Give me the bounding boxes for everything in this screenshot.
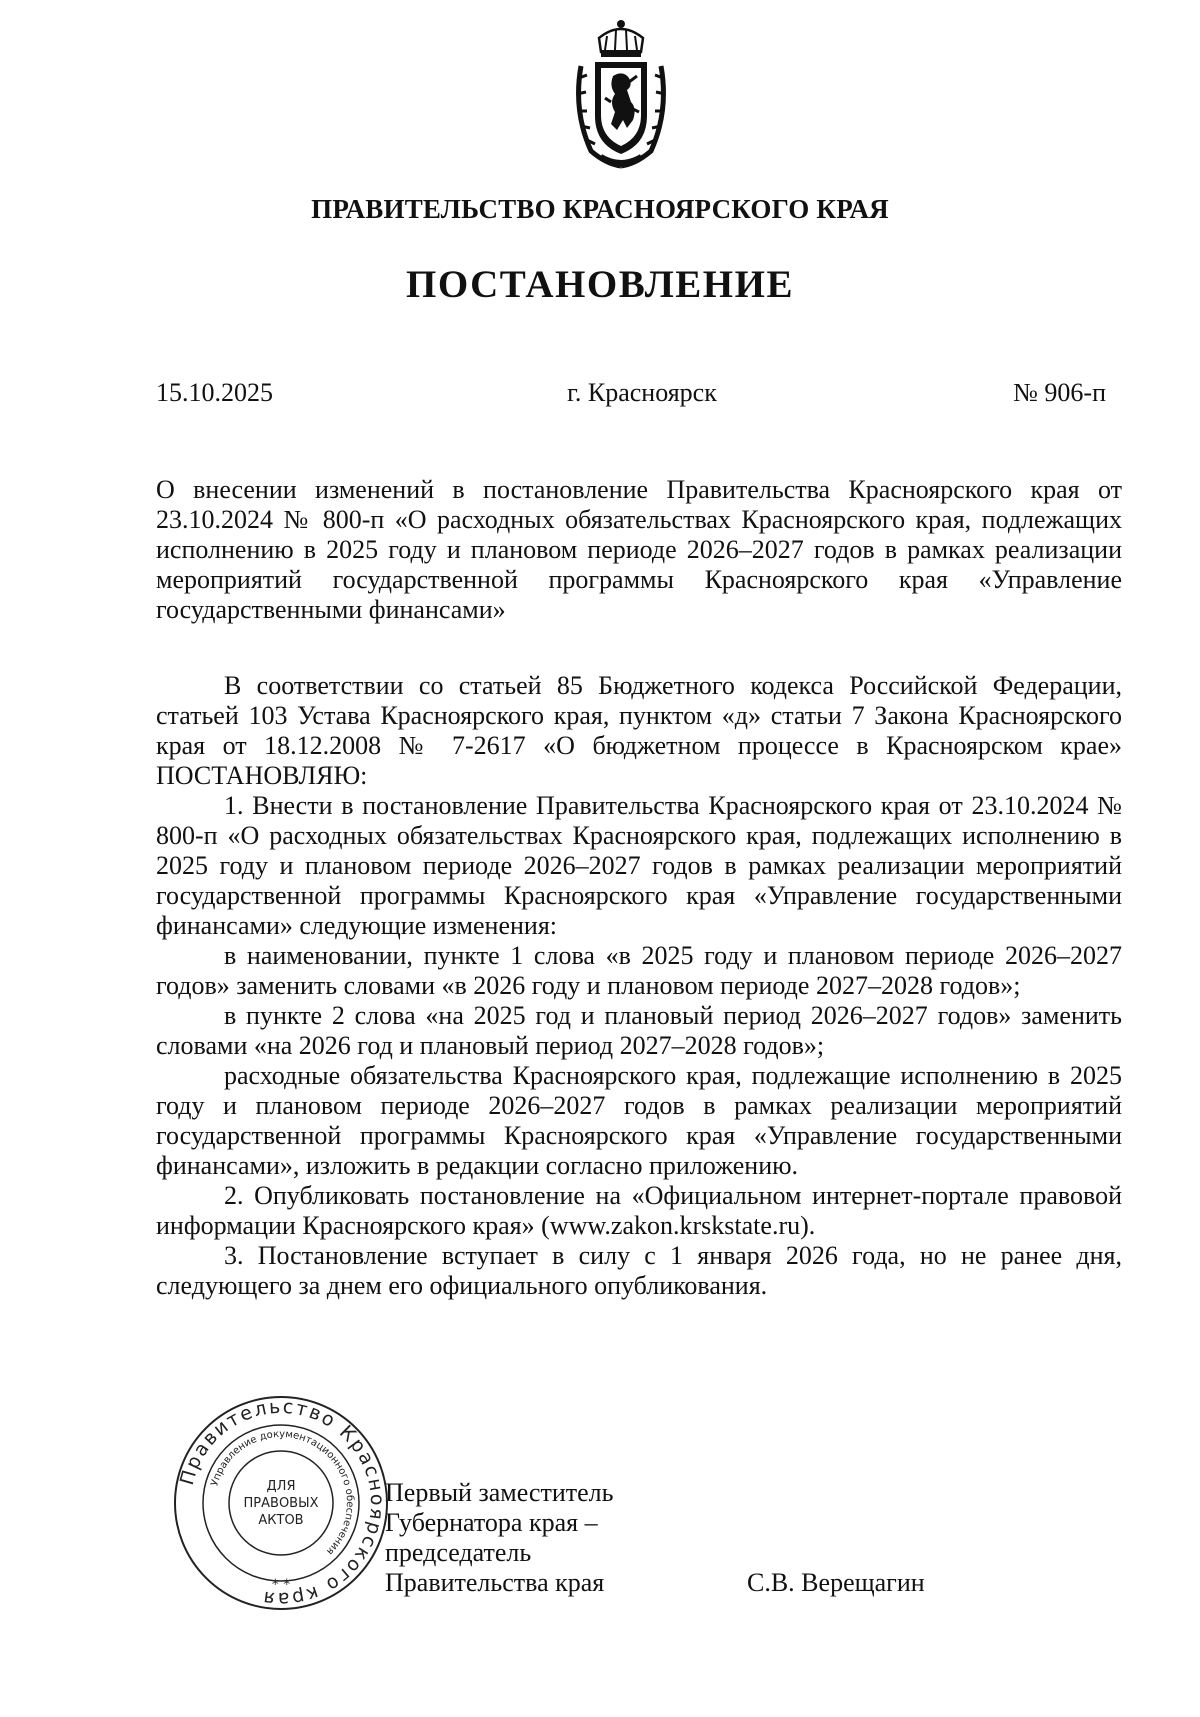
document-type-title: ПОСТАНОВЛЕНИЕ [405, 263, 794, 306]
subject-text: О внесении изменений в постановление Правительства Красноярского края от 23.10.2024 № 800-п «О расходных обязательствах Красноярского края, подлежащих исполнению в 2025 году и плановом периоде 2026–2027 годов в рамках реализации мероприятий государственной программы Красноярского края «Управление государственными финансами» [156, 475, 1122, 624]
position-line: Правительства края [385, 1568, 605, 1597]
signatory-position [385, 1478, 613, 1598]
seal-center-line: ДЛЯ [266, 1479, 296, 1494]
amendment-paragraph-annex: расходные обязательства Красноярского края, подлежащие исполнению в 2025 году и плановом периоде 2026–2027 годов в рамках реализации мероприятий государственной программы Красноярского края «Управление государственными финансами», изложить в редакции согласно приложению. [156, 1061, 1122, 1180]
seal-center-line: АКТОВ [258, 1513, 304, 1528]
position-line: Губернатора края – [385, 1508, 598, 1537]
seal-center-line: ПРАВОВЫХ [243, 1496, 319, 1511]
seal-stars: * * [271, 1577, 291, 1593]
preamble-paragraph: В соответствии со статьей 85 Бюджетного кодекса Российской Федерации, статьей 103 Устава Красноярского края, пунктом «д» статьи 7 Закона Красноярского края от 18.12.2008 № 7-2617 «О бюджетном процессе в Красноярском крае» ПОСТАНОВЛЯЮ: [156, 671, 1122, 790]
amendment-paragraph-item-2: в пункте 2 слова «на 2025 год и плановый период 2026–2027 годов» заменить словами «на 2026 год и плановый период 2027–2028 годов»; [156, 1001, 1122, 1060]
signatory-name: С.В. Верещагин [747, 1568, 925, 1597]
document-date: 15.10.2025 [156, 378, 273, 407]
document-number: № 906-п [1013, 378, 1106, 407]
coat-of-arms-emblem [571, 16, 671, 170]
organization-title: ПРАВИТЕЛЬСТВО КРАСНОЯРСКОГО КРАЯ [311, 194, 889, 224]
amendment-paragraph-title: в наименовании, пункте 1 слова «в 2025 году и плановом периоде 2026–2027 годов» заменить словами «в 2026 году и плановом периоде 2027–2028 годов»; [156, 941, 1122, 1000]
document-city: г. Красноярск [567, 378, 717, 407]
item-1-paragraph: 1. Внести в постановление Правительства Красноярского края от 23.10.2024 № 800-п «О расходных обязательствах Красноярского края, подлежащих исполнению в 2025 году и плановом периоде 2026–2027 годов в рамках реализации мероприятий государственной программы Красноярского края «Управление государственными финансами» следующие изменения: [156, 791, 1122, 940]
seal-inner-text: Управление документационного обеспечения [209, 1428, 356, 1557]
document-body [156, 671, 1122, 1301]
official-seal-stamp [171, 1393, 391, 1613]
seal-outer-text: Правительство Красноярского края [175, 1395, 389, 1611]
item-2-paragraph: 2. Опубликовать постановление на «Официальном интернет-портале правовой информации Красноярского края» (www.zakon.krskstate.ru). [156, 1181, 1122, 1240]
position-line: председатель [385, 1538, 532, 1567]
item-3-paragraph: 3. Постановление вступает в силу с 1 января 2026 года, но не ранее дня, следующего за днем его официального опубликования. [156, 1241, 1122, 1300]
document-subject [156, 475, 1122, 625]
position-line: Первый заместитель [385, 1478, 614, 1507]
